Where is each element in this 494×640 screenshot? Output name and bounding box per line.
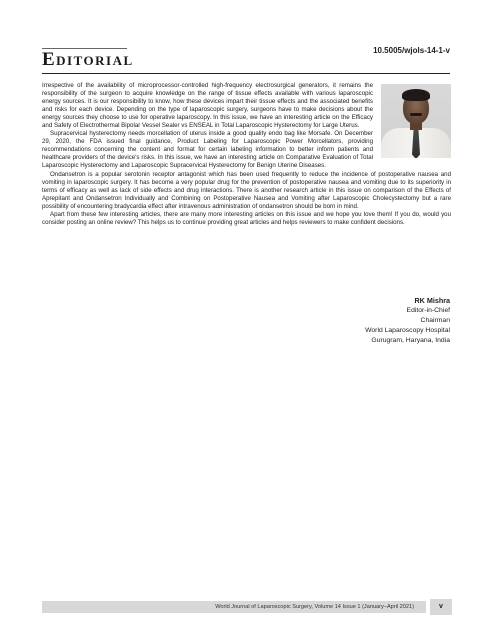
- page-number: v: [430, 599, 452, 615]
- paragraph-4: Apart from these few interesting articles, there are many more interesting articles on this issue and we hope you love them! If you do, would you consider posting an online review? This helps us to continue providing great articles and helps reviewers to make confident decisions.: [42, 210, 451, 226]
- author-location: Gurugram, Haryana, India: [371, 337, 450, 344]
- author-name: RK Mishra: [414, 296, 450, 305]
- doi-label: 10.5005/wjols-14-1-v: [373, 46, 450, 55]
- author-photo: [381, 84, 451, 158]
- paragraph-3: Ondansetron is a popular serotonin receptor antagonist which has been used frequently to reduce the incidence of postoperative nausea and vomiting in laparoscopic surgery. It has become a very popular drug for the prevention of postoperative nausea and vomiting due to its superiority in terms of efficacy as well as lack of side effects and drug interactions. There is another research article in this issue on comparison of the Effects of Aprepitant and Ondansetron Individually and Combining on Postoperative Nausea and Vomiting after Laparoscopic Cholecystectomy but a rare possibility of encountering bradycardia effect after intravenous administration of ondansetron should be born in mind.: [42, 170, 451, 210]
- signature-block: [250, 296, 450, 346]
- paragraph-1: Irrespective of the availability of microprocessor-controlled high-frequency electrosurgical generators, it remains the responsibility of the surgeon to acquire knowledge on the range of tissue effects available with various laparoscopic energy sources. It is our responsibility to know, how these devices impart their tissue effects and the associated benefits and risks for each device. Depending on the type of laparoscopic surgery, surgeons have to make decisions about the energy sources they choose to use for operative laparoscopy. In this issue, we have an interesting article on the Efficacy and Safety of Electrothermal Bipolar Vessel Sealer vs ENSEAL in Total Laparoscopic Hysterectomy for Large Uterus.: [42, 82, 373, 130]
- photo-hair: [402, 89, 430, 101]
- photo-moustache: [410, 113, 422, 116]
- author-role: Editor-in-Chief: [406, 307, 450, 314]
- author-institution: World Laparoscopy Hospital: [365, 327, 450, 334]
- article-body: [42, 82, 451, 227]
- page-title: Editorial: [42, 49, 134, 70]
- footer-journal: World Journal of Laparoscopic Surgery, Volume 14 Issue 1 (January–April 2021): [215, 604, 414, 610]
- paragraph-2: Supracervical hysterectomy needs morcellation of uterus inside a good quality endo bag like Morsafe. On December 29, 2020, the FDA issued final guidance, Product Labeling for Laparoscopic Power Morcellators, providing recommendations concerning the content and format for certain labeling information to better inform patients and healthcare providers of the device's risks. In this issue, we have an interesting article on Comparative Evaluation of Total Laparoscopic Hysterectomy and Laparoscopic Supracervical Hysterectomy for Benign Uterine Diseases.: [42, 130, 373, 170]
- title-rule: [42, 73, 450, 74]
- author-title: Chairman: [420, 317, 450, 324]
- footer-bar: [42, 601, 426, 613]
